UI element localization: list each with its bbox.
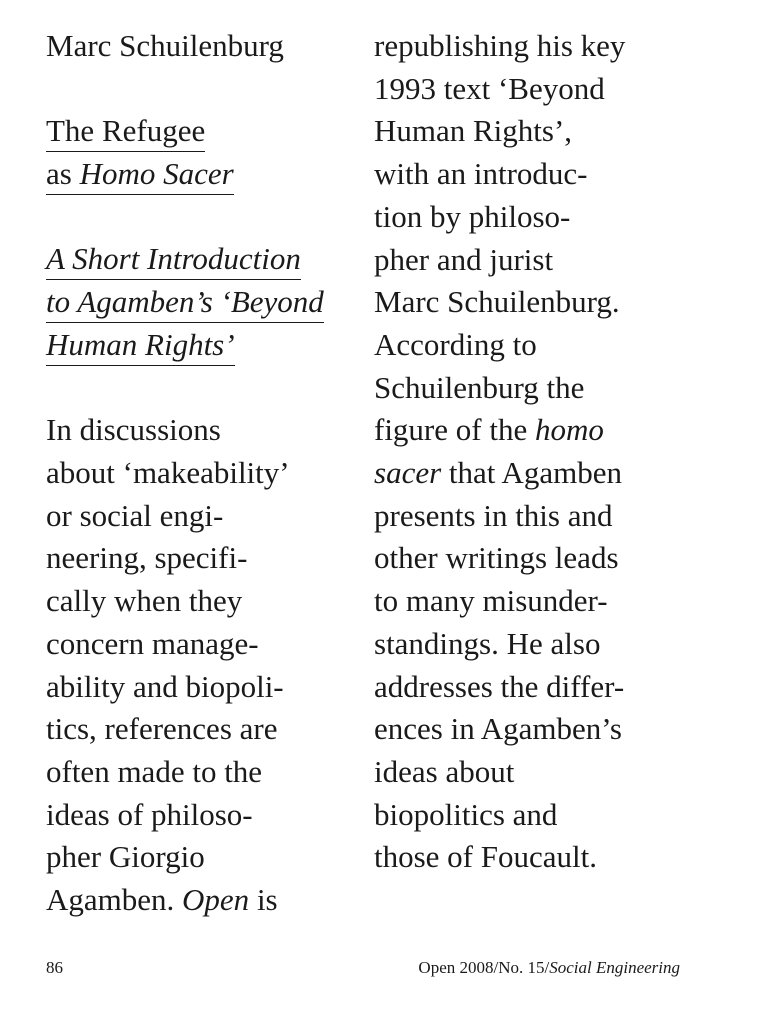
body-line: Human Rights’, (374, 113, 573, 149)
italic-term: homo (534, 412, 604, 448)
body-line: ideas about (374, 753, 515, 789)
title-italic: Homo Sacer (79, 156, 234, 192)
body-line: often made to the (46, 753, 263, 789)
body-line: neering, specifi- (46, 540, 248, 576)
body-line: standings. He also (374, 625, 601, 661)
body-line: ability and biopoli- (46, 668, 284, 704)
body-line: about ‘makeability’ (46, 454, 290, 490)
body-line: or social engi- (46, 497, 224, 533)
subtitle-line-3 (46, 324, 361, 367)
body-line: concern manage- (46, 625, 259, 661)
italic-term: sacer (374, 455, 442, 491)
body-line: Marc Schuilenburg. (374, 284, 620, 320)
body-line: biopolitics and (374, 796, 558, 832)
body-line: with an introduc- (374, 156, 588, 192)
subtitle-text-2: to Agamben’s ‘Beyond (46, 283, 324, 323)
body-line: presents in this and (374, 497, 613, 533)
right-column (374, 25, 694, 879)
issue-title: Social Engineering (549, 958, 680, 977)
body-line-mixed (374, 452, 694, 495)
spacer (46, 68, 361, 111)
title-prefix: as (46, 156, 72, 192)
body-line: In discussions (46, 412, 221, 448)
body-line: to many misunder- (374, 583, 608, 619)
body-line: ences in Agamben’s (374, 711, 622, 747)
journal-label: Open 2008/No. 15/ (418, 958, 550, 977)
running-footer (418, 958, 680, 978)
body-line-mixed (374, 409, 694, 452)
left-column (46, 25, 361, 922)
body-text: figure of the (374, 412, 528, 448)
body-line: pher Giorgio (46, 839, 205, 875)
body-line-last (46, 879, 361, 922)
body-text: Agamben. (46, 882, 175, 918)
body-line: addresses the differ- (374, 668, 625, 704)
spacer (46, 367, 361, 410)
body-line: tics, references are (46, 711, 278, 747)
body-line: republishing his key (374, 28, 626, 63)
body-line: those of Foucault. (374, 839, 597, 875)
body-line: Schuilenburg the (374, 369, 585, 405)
subtitle-line-1 (46, 238, 361, 281)
article-title-2 (46, 153, 361, 196)
author-name: Marc Schuilenburg (46, 28, 284, 63)
body-line: tion by philoso- (374, 198, 571, 234)
body-line: other writings leads (374, 540, 619, 576)
body-line: According to (374, 326, 537, 362)
title-line-2 (46, 155, 234, 195)
body-line: 1993 text ‘Beyond (374, 70, 605, 106)
subtitle-text-3: Human Rights’ (46, 326, 235, 366)
spacer (46, 196, 361, 239)
page-number: 86 (46, 958, 63, 977)
journal-name-italic: Open (182, 882, 250, 918)
title-line-1: The Refugee (46, 112, 205, 152)
subtitle-text-1: A Short Introduction (46, 240, 301, 280)
left-body-text (46, 409, 361, 921)
subtitle-line-2 (46, 281, 361, 324)
body-line: ideas of philoso- (46, 796, 253, 832)
body-text: is (256, 882, 278, 918)
article-title (46, 110, 361, 153)
body-line: pher and jurist (374, 241, 554, 277)
body-text: that Agamben (448, 455, 622, 491)
body-line: cally when they (46, 583, 243, 619)
